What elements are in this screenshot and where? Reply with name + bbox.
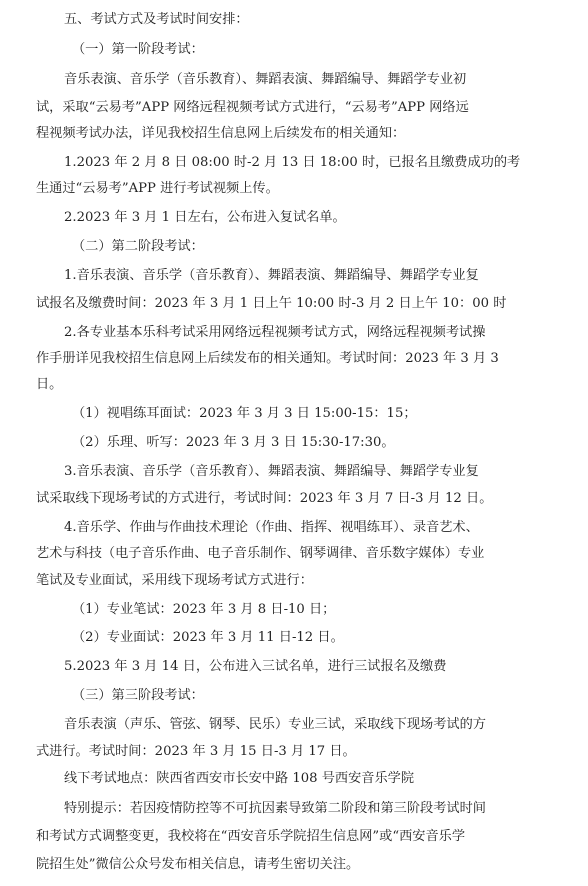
paragraph-line: 生通过“云易考”APP 进行考试视频上传。 [36, 181, 279, 197]
subsection-heading: （三）第三阶段考试： [72, 688, 204, 704]
paragraph-line: 3.音乐表演、音乐学（音乐教育）、舞蹈表演、舞蹈编导、舞蹈学专业复 [64, 463, 479, 479]
subsection-heading: （一）第一阶段考试： [72, 42, 204, 58]
paragraph-line: 试采取线下现场考试的方式进行，考试时间：2023 年 3 月 7 日-3 月 12 日。 [36, 490, 493, 506]
paragraph-line: 5.2023 年 3 月 14 日，公布进入三试名单，进行三试报名及缴费 [64, 659, 447, 675]
paragraph-line: 式进行。考试时间：2023 年 3 月 15 日-3 月 17 日。 [36, 744, 356, 760]
section-heading: 五、考试方式及考试时间安排： [64, 12, 249, 28]
paragraph-line: 程视频考试办法，详见我校招生信息网上后续发布的相关通知： [36, 126, 406, 142]
paragraph-line: 2.各专业基本乐科考试采用网络远程视频考试方式，网络远程视频考试操 [64, 324, 486, 340]
paragraph-line: 作手册详见我校招生信息网上后续发布的相关通知。考试时间：2023 年 3 月 3 [36, 350, 499, 366]
paragraph-line: 4.音乐学、作曲与作曲技术理论（作曲、指挥、视唱练耳）、录音艺术、 [64, 519, 479, 535]
special-notice-line: 和考试方式调整变更，我校将在“西安音乐学院招生信息网”或“西安音乐学 [36, 829, 466, 844]
exam-location-line: 线下考试地点：陕西省西安市长安中路 108 号西安音乐学院 [64, 771, 415, 786]
paragraph-line: 1.音乐表演、音乐学（音乐教育）、舞蹈表演、舞蹈编导、舞蹈学专业复 [64, 268, 479, 284]
special-notice-line: 特别提示：若因疫情防控等不可抗因素导致第二阶段和第三阶段考试时间 [64, 801, 486, 816]
paragraph-line: 艺术与科技（电子音乐作曲、电子音乐制作、钢琴调律、音乐数字媒体）专业 [36, 546, 485, 562]
special-notice-line: 院招生处”微信公众号发布相关信息，请考生密切关注。 [36, 857, 360, 872]
list-item: （2）专业面试：2023 年 3 月 11 日-12 日。 [72, 630, 344, 646]
paragraph-line: 1.2023 年 2 月 8 日 08:00 时-2 月 13 日 18:00 时，已报名且缴费成功的考 [64, 155, 521, 171]
list-item: （2）乐理、听写：2023 年 3 月 3 日 15:30-17:30。 [72, 434, 395, 450]
paragraph-line: 日。 [36, 376, 63, 392]
paragraph-line: 音乐表演（声乐、管弦、钢琴、民乐）专业三试，采取线下现场考试的方 [64, 717, 486, 733]
paragraph-line: 试，采取“云易考”APP 网络远程视频考试方式进行，“云易考”APP 网络远 [36, 100, 469, 116]
paragraph-line: 音乐表演、音乐学（音乐教育）、舞蹈表演、舞蹈编导、舞蹈学专业初 [64, 72, 467, 88]
paragraph-line: 2.2023 年 3 月 1 日左右，公布进入复试名单。 [64, 210, 346, 226]
subsection-heading: （二）第二阶段考试： [72, 239, 204, 255]
paragraph-line: 笔试及专业面试，采用线下现场考试方式进行： [36, 573, 313, 589]
paragraph-line: 试报名及缴费时间：2023 年 3 月 1 日上午 10:00 时-3 月 2 日上午 10：00 时 [36, 295, 507, 311]
list-item: （1）视唱练耳面试：2023 年 3 月 3 日 15:00-15：15； [72, 405, 417, 421]
list-item: （1）专业笔试：2023 年 3 月 8 日-10 日； [72, 602, 336, 618]
